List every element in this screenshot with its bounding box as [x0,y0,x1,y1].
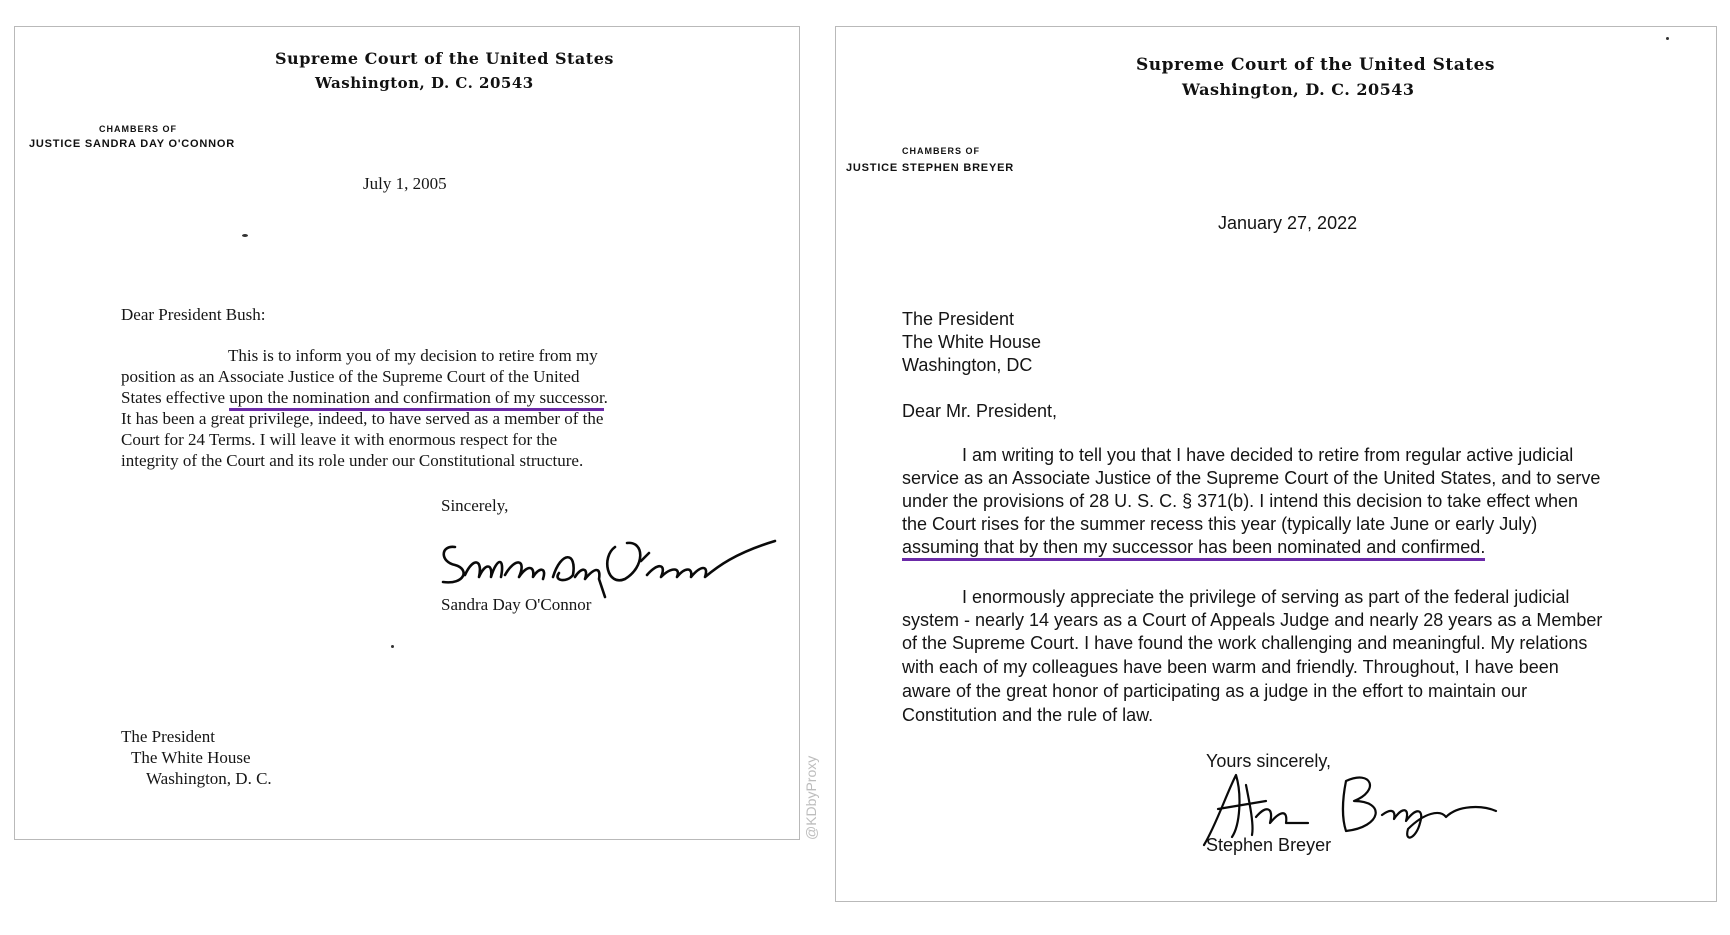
body-line: the Court rises for the summer recess this year (typically late June or early July) [902,514,1538,534]
body-line: under the provisions of 28 U. S. C. § 371(b). I intend this decision to take effect when [902,491,1579,511]
letter-date: January 27, 2022 [1218,213,1358,233]
body-line: position as an Associate Justice of the Supreme Court of the United [121,367,580,386]
body-line: system - nearly 14 years as a Court of Appeals Judge and nearly 28 years as a Member [902,610,1603,630]
signer-name: Sandra Day O'Connor [441,595,592,614]
closing: Yours sincerely, [1206,751,1332,771]
chambers-of-label: CHAMBERS OF [902,146,980,156]
address-line: The President [121,727,215,746]
court-heading: Supreme Court of the United States [275,49,614,68]
closing: Sincerely, [441,496,509,515]
watermark-text: @KDbyProxy [803,755,819,840]
body-line: This is to inform you of my decision to retire from my [228,346,598,365]
body-line: I enormously appreciate the privilege of serving as part of the federal judicial [962,587,1570,607]
body-line [121,388,608,408]
speck [1666,37,1669,40]
letter-salutation: Dear Mr. President, [902,401,1058,421]
breyer-letter [835,26,1717,902]
body-line: with each of my colleagues have been warm and friendly. Throughout, I have been [902,657,1559,677]
body-line: service as an Associate Justice of the Supreme Court of the United States, and to serve [902,468,1601,488]
address-line: The President [902,309,1015,329]
body-line [902,537,1485,558]
chambers-justice-name: JUSTICE SANDRA DAY O'CONNOR [29,138,235,150]
body-line: aware of the great honor of participating as a judge in the effort to maintain our [902,681,1528,701]
chambers-of-label: CHAMBERS OF [99,124,177,134]
address-line: The White House [131,748,251,767]
address-line: The White House [902,332,1042,352]
oconnor-letter [14,26,800,840]
body-line: I am writing to tell you that I have decided to retire from regular active judicial [962,445,1574,465]
body-text: States effective [121,388,226,407]
speck [391,645,394,648]
letter-date: July 1, 2005 [363,174,447,193]
letter-salutation: Dear President Bush: [121,305,266,324]
body-line: Court for 24 Terms. I will leave it with enormous respect for the [121,430,558,449]
body-line: Constitution and the rule of law. [902,705,1154,725]
court-heading: Supreme Court of the United States [1136,55,1495,75]
address-line: Washington, D. C. [146,769,272,788]
body-line: It has been a great privilege, indeed, to have served as a member of the [121,409,604,428]
court-address: Washington, D. C. 20543 [315,74,534,92]
address-line: Washington, DC [902,355,1033,375]
highlighted-phrase: upon the nomination and confirmation of my successor [229,388,603,411]
body-line: integrity of the Court and its role under our Constitutional structure. [121,451,584,470]
signer-name: Stephen Breyer [1206,835,1332,855]
highlighted-phrase: assuming that by then my successor has been nominated and confirmed. [902,537,1485,561]
speck [242,234,248,237]
chambers-justice-name: JUSTICE STEPHEN BREYER [846,162,1014,174]
body-text: . [603,388,608,407]
court-address: Washington, D. C. 20543 [1182,80,1415,99]
body-line: of the Supreme Court. I have found the work challenging and meaningful. My relations [902,633,1588,653]
